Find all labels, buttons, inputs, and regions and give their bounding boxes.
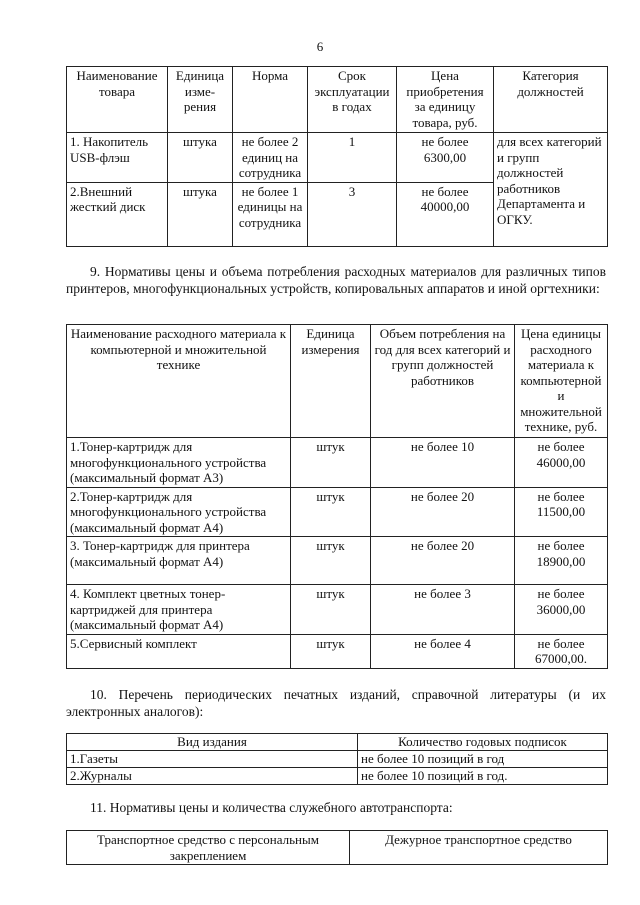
table-row xyxy=(67,751,608,768)
table-cell: 1 xyxy=(308,133,397,183)
consumables-table xyxy=(66,324,608,669)
section-9-paragraph: 9. Нормативы цены и объема потребления расходных материалов для различных типов принтеров, многофункциональных устройств, копировальных аппаратов и иной оргтехники: xyxy=(66,264,606,296)
table-cell: штук xyxy=(291,585,371,635)
header-cell: Наименование товара xyxy=(67,67,168,133)
table-row xyxy=(67,133,608,183)
equipment-norms-table xyxy=(66,66,608,247)
header-cell: Единица измерения xyxy=(291,325,371,438)
table-header-row xyxy=(67,734,608,751)
header-cell: Срок эксплуатации в годах xyxy=(308,67,397,133)
table-cell: не более 36000,00 xyxy=(515,585,608,635)
table-cell: штук xyxy=(291,634,371,668)
table-cell: не более 1 единицы на сотрудника xyxy=(233,182,308,246)
table-cell: штук xyxy=(291,438,371,488)
table-cell: 2.Внешний жесткий диск xyxy=(67,182,168,246)
header-cell: Транспортное средство с персональным закреплением xyxy=(67,831,350,865)
category-cell: для всех категорий и групп должностей работников Департамента и ОГКУ. xyxy=(494,133,608,247)
header-cell: Дежурное транспортное средство xyxy=(350,831,608,865)
table-cell: не более 40000,00 xyxy=(397,182,494,246)
table-cell: 4. Комплект цветных тонер-картриджей для принтера (максимальный формат А4) xyxy=(67,585,291,635)
table-cell: штука xyxy=(168,182,233,246)
table-cell: не более 11500,00 xyxy=(515,487,608,537)
table-cell: не более 67000,00. xyxy=(515,634,608,668)
table-cell: не более 10 xyxy=(371,438,515,488)
publications-table xyxy=(66,733,608,785)
header-cell: Цена единицы расходного материала к компьютерной и множительной технике, руб. xyxy=(515,325,608,438)
table-cell: не более 10 позиций в год. xyxy=(358,768,608,785)
table-cell: не более 20 xyxy=(371,487,515,537)
page-number: 6 xyxy=(316,39,324,54)
header-cell: Вид издания xyxy=(67,734,358,751)
table-row xyxy=(67,438,608,488)
vehicles-table xyxy=(66,830,608,865)
table-cell: 3. Тонер-картридж для принтера (максимальный формат А4) xyxy=(67,537,291,585)
header-cell: Объем потребления на год для всех категорий и групп должностей работников xyxy=(371,325,515,438)
table-cell: не более 6300,00 xyxy=(397,133,494,183)
table-cell: не более 3 xyxy=(371,585,515,635)
header-cell: Норма xyxy=(233,67,308,133)
table-cell: штука xyxy=(168,133,233,183)
header-cell: Цена приобретения за единицу товара, руб. xyxy=(397,67,494,133)
header-cell: Единица изме-рения xyxy=(168,67,233,133)
section-11-paragraph: 11. Нормативы цены и количества служебного автотранспорта: xyxy=(90,800,453,815)
table-row xyxy=(67,487,608,537)
table-cell: не более 20 xyxy=(371,537,515,585)
header-cell: Количество годовых подписок xyxy=(358,734,608,751)
table-row xyxy=(67,634,608,668)
table-cell: штук xyxy=(291,487,371,537)
table-cell: 1.Газеты xyxy=(67,751,358,768)
table-cell: не более 18900,00 xyxy=(515,537,608,585)
table-cell: не более 10 позиций в год xyxy=(358,751,608,768)
table-row xyxy=(67,585,608,635)
table-cell: 1. Накопитель USB-флэш xyxy=(67,133,168,183)
table-cell: не более 2 единиц на сотрудника xyxy=(233,133,308,183)
section-10-paragraph: 10. Перечень периодических печатных изданий, справочной литературы (и их электронных аналогов): xyxy=(66,687,606,719)
table-header-row xyxy=(67,831,608,865)
table-cell: 2.Тонер-картридж для многофункционального устройства (максимальный формат А4) xyxy=(67,487,291,537)
table-cell: 2.Журналы xyxy=(67,768,358,785)
table-header-row xyxy=(67,325,608,438)
table-row xyxy=(67,537,608,585)
table-cell: штук xyxy=(291,537,371,585)
table-cell: 1.Тонер-картридж для многофункционального устройства (максимальный формат А3) xyxy=(67,438,291,488)
table-cell: 3 xyxy=(308,182,397,246)
table-header-row xyxy=(67,67,608,133)
table-row xyxy=(67,768,608,785)
table-cell: 5.Сервисный комплект xyxy=(67,634,291,668)
header-cell: Категория должностей xyxy=(494,67,608,133)
table-cell: не более 46000,00 xyxy=(515,438,608,488)
header-cell: Наименование расходного материала к компьютерной и множительной технике xyxy=(67,325,291,438)
table-cell: не более 4 xyxy=(371,634,515,668)
